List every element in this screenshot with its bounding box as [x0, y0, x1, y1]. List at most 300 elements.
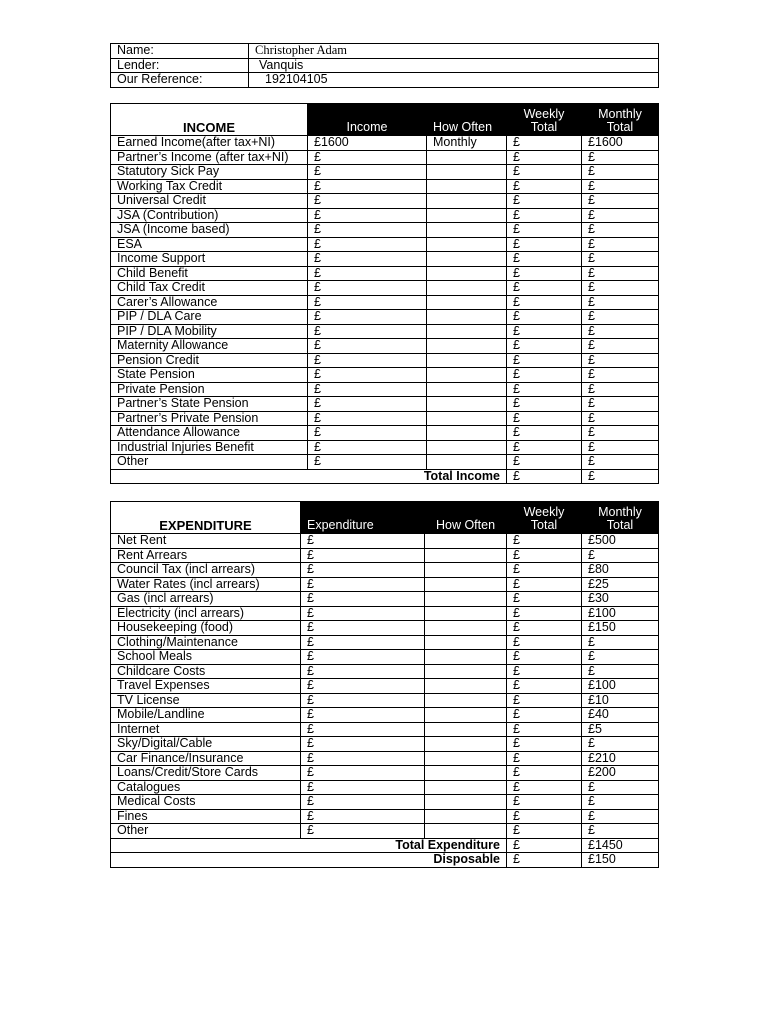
income-monthly-total-cell: £: [582, 237, 659, 252]
expenditure-weekly-total-cell: £: [507, 824, 582, 839]
expenditure-how-often-cell: [425, 621, 507, 636]
income-how-often-cell: [427, 324, 507, 339]
expenditure-item-label: Mobile/Landline: [111, 708, 301, 723]
income-item-label: Attendance Allowance: [111, 426, 308, 441]
expenditure-weekly-total-cell: £: [507, 693, 582, 708]
income-monthly-total-cell: £: [582, 426, 659, 441]
income-monthly-total-cell: £: [582, 310, 659, 325]
income-total-label: Total Income: [308, 469, 507, 484]
expenditure-amount-cell: £: [301, 577, 425, 592]
income-how-often-cell: [427, 426, 507, 441]
income-col-weekly-line2: Total: [530, 120, 558, 134]
income-weekly-total-cell: £: [507, 426, 582, 441]
expenditure-col-how-often: How Often: [425, 502, 507, 534]
income-title: INCOME: [111, 104, 308, 136]
income-item-label: Partner’s Income (after tax+NI): [111, 150, 308, 165]
expenditure-col-weekly-line2: Total: [530, 518, 558, 532]
income-row: [111, 440, 659, 455]
income-weekly-total-cell: £: [507, 455, 582, 470]
expenditure-col-weekly: [507, 502, 582, 534]
expenditure-row: [111, 693, 659, 708]
income-how-often-cell: [427, 252, 507, 267]
lender-value: Vanquis: [249, 58, 659, 73]
client-details-table: [110, 43, 659, 88]
expenditure-weekly-total-cell: £: [507, 592, 582, 607]
income-item-label: Statutory Sick Pay: [111, 165, 308, 180]
lender-label: Lender:: [111, 58, 249, 73]
expenditure-monthly-total-cell: £: [582, 795, 659, 810]
income-total-row: [111, 469, 659, 484]
income-col-income: Income: [308, 104, 427, 136]
disposable-monthly: £150: [582, 853, 659, 868]
income-how-often-cell: [427, 353, 507, 368]
income-monthly-total-cell: £: [582, 368, 659, 383]
expenditure-weekly-total-cell: £: [507, 795, 582, 810]
income-col-monthly-line1: Monthly: [598, 107, 642, 121]
expenditure-amount-cell: £: [301, 664, 425, 679]
expenditure-weekly-total-cell: £: [507, 548, 582, 563]
income-row: [111, 411, 659, 426]
income-how-often-cell: [427, 310, 507, 325]
income-col-weekly: [507, 104, 582, 136]
name-row: [111, 44, 659, 59]
income-amount-cell: £: [308, 208, 427, 223]
expenditure-monthly-total-cell: £: [582, 664, 659, 679]
income-row: [111, 281, 659, 296]
expenditure-col-monthly-line1: Monthly: [598, 505, 642, 519]
income-amount-cell: £: [308, 397, 427, 412]
expenditure-monthly-total-cell: £150: [582, 621, 659, 636]
income-col-monthly: [582, 104, 659, 136]
expenditure-rows: [111, 534, 659, 839]
income-table: [110, 103, 659, 484]
income-row: [111, 382, 659, 397]
income-weekly-total-cell: £: [507, 368, 582, 383]
expenditure-weekly-total-cell: £: [507, 751, 582, 766]
income-total-monthly: £: [582, 469, 659, 484]
expenditure-weekly-total-cell: £: [507, 664, 582, 679]
income-weekly-total-cell: £: [507, 179, 582, 194]
income-amount-cell: £: [308, 353, 427, 368]
expenditure-item-label: Internet: [111, 722, 301, 737]
income-weekly-total-cell: £: [507, 310, 582, 325]
expenditure-item-label: Housekeeping (food): [111, 621, 301, 636]
income-weekly-total-cell: £: [507, 223, 582, 238]
expenditure-monthly-total-cell: £: [582, 824, 659, 839]
income-amount-cell: £: [308, 223, 427, 238]
income-amount-cell: £: [308, 411, 427, 426]
expenditure-row: [111, 563, 659, 578]
income-weekly-total-cell: £: [507, 165, 582, 180]
expenditure-item-label: Gas (incl arrears): [111, 592, 301, 607]
income-how-often-cell: [427, 208, 507, 223]
expenditure-weekly-total-cell: £: [507, 737, 582, 752]
expenditure-total-blank: [111, 838, 301, 853]
income-amount-cell: £: [308, 368, 427, 383]
expenditure-weekly-total-cell: £: [507, 534, 582, 549]
income-how-often-cell: [427, 440, 507, 455]
income-row: [111, 237, 659, 252]
expenditure-item-label: Electricity (incl arrears): [111, 606, 301, 621]
income-monthly-total-cell: £: [582, 324, 659, 339]
income-amount-cell: £: [308, 426, 427, 441]
income-item-label: Working Tax Credit: [111, 179, 308, 194]
income-row: [111, 179, 659, 194]
expenditure-total-label: Total Expenditure: [301, 838, 507, 853]
expenditure-amount-cell: £: [301, 737, 425, 752]
income-weekly-total-cell: £: [507, 440, 582, 455]
expenditure-monthly-total-cell: £: [582, 737, 659, 752]
expenditure-how-often-cell: [425, 722, 507, 737]
expenditure-header-row: [111, 502, 659, 534]
expenditure-weekly-total-cell: £: [507, 606, 582, 621]
expenditure-weekly-total-cell: £: [507, 809, 582, 824]
reference-row: [111, 73, 659, 88]
expenditure-how-often-cell: [425, 737, 507, 752]
income-weekly-total-cell: £: [507, 295, 582, 310]
expenditure-amount-cell: £: [301, 635, 425, 650]
income-amount-cell: £: [308, 440, 427, 455]
income-weekly-total-cell: £: [507, 353, 582, 368]
income-how-often-cell: [427, 194, 507, 209]
income-monthly-total-cell: £: [582, 440, 659, 455]
income-monthly-total-cell: £: [582, 455, 659, 470]
expenditure-how-often-cell: [425, 548, 507, 563]
income-weekly-total-cell: £: [507, 194, 582, 209]
income-item-label: Private Pension: [111, 382, 308, 397]
expenditure-row: [111, 766, 659, 781]
expenditure-total-weekly: £: [507, 838, 582, 853]
income-row: [111, 339, 659, 354]
expenditure-how-often-cell: [425, 766, 507, 781]
income-amount-cell: £: [308, 382, 427, 397]
expenditure-total-monthly: £1450: [582, 838, 659, 853]
expenditure-how-often-cell: [425, 679, 507, 694]
income-weekly-total-cell: £: [507, 252, 582, 267]
expenditure-weekly-total-cell: £: [507, 563, 582, 578]
expenditure-amount-cell: £: [301, 592, 425, 607]
expenditure-row: [111, 548, 659, 563]
income-amount-cell: £: [308, 339, 427, 354]
income-weekly-total-cell: £: [507, 150, 582, 165]
expenditure-col-monthly-line2: Total: [606, 518, 634, 532]
income-item-label: State Pension: [111, 368, 308, 383]
expenditure-how-often-cell: [425, 635, 507, 650]
expenditure-item-label: Water Rates (incl arrears): [111, 577, 301, 592]
disposable-row: [111, 853, 659, 868]
income-weekly-total-cell: £: [507, 324, 582, 339]
expenditure-monthly-total-cell: £: [582, 809, 659, 824]
expenditure-amount-cell: £: [301, 766, 425, 781]
income-amount-cell: £1600: [308, 136, 427, 151]
expenditure-row: [111, 751, 659, 766]
expenditure-how-often-cell: [425, 795, 507, 810]
expenditure-how-often-cell: [425, 751, 507, 766]
income-item-label: PIP / DLA Care: [111, 310, 308, 325]
income-how-often-cell: [427, 295, 507, 310]
income-item-label: JSA (Income based): [111, 223, 308, 238]
expenditure-amount-cell: £: [301, 708, 425, 723]
expenditure-how-often-cell: [425, 780, 507, 795]
expenditure-row: [111, 635, 659, 650]
expenditure-item-label: Net Rent: [111, 534, 301, 549]
expenditure-weekly-total-cell: £: [507, 577, 582, 592]
income-monthly-total-cell: £: [582, 165, 659, 180]
income-how-often-cell: [427, 382, 507, 397]
income-item-label: Universal Credit: [111, 194, 308, 209]
income-row: [111, 208, 659, 223]
income-row: [111, 165, 659, 180]
expenditure-monthly-total-cell: £210: [582, 751, 659, 766]
income-row: [111, 136, 659, 151]
expenditure-row: [111, 592, 659, 607]
expenditure-monthly-total-cell: £100: [582, 606, 659, 621]
income-monthly-total-cell: £: [582, 411, 659, 426]
income-weekly-total-cell: £: [507, 281, 582, 296]
income-weekly-total-cell: £: [507, 339, 582, 354]
expenditure-item-label: Medical Costs: [111, 795, 301, 810]
income-item-label: Child Benefit: [111, 266, 308, 281]
income-item-label: Child Tax Credit: [111, 281, 308, 296]
income-how-often-cell: [427, 266, 507, 281]
expenditure-weekly-total-cell: £: [507, 708, 582, 723]
income-weekly-total-cell: £: [507, 208, 582, 223]
expenditure-amount-cell: £: [301, 679, 425, 694]
income-amount-cell: £: [308, 266, 427, 281]
expenditure-weekly-total-cell: £: [507, 679, 582, 694]
income-row: [111, 150, 659, 165]
income-row: [111, 455, 659, 470]
reference-value: 192104105: [249, 73, 659, 88]
income-how-often-cell: [427, 455, 507, 470]
expenditure-how-often-cell: [425, 534, 507, 549]
expenditure-amount-cell: £: [301, 650, 425, 665]
income-monthly-total-cell: £: [582, 353, 659, 368]
expenditure-monthly-total-cell: £30: [582, 592, 659, 607]
income-monthly-total-cell: £: [582, 194, 659, 209]
income-header-row: [111, 104, 659, 136]
expenditure-item-label: Other: [111, 824, 301, 839]
expenditure-how-often-cell: [425, 563, 507, 578]
expenditure-amount-cell: £: [301, 563, 425, 578]
income-amount-cell: £: [308, 310, 427, 325]
expenditure-item-label: Rent Arrears: [111, 548, 301, 563]
income-item-label: JSA (Contribution): [111, 208, 308, 223]
expenditure-how-often-cell: [425, 708, 507, 723]
expenditure-row: [111, 809, 659, 824]
expenditure-item-label: Clothing/Maintenance: [111, 635, 301, 650]
expenditure-row: [111, 650, 659, 665]
income-item-label: Carer’s Allowance: [111, 295, 308, 310]
income-amount-cell: £: [308, 194, 427, 209]
income-monthly-total-cell: £: [582, 382, 659, 397]
disposable-weekly: £: [507, 853, 582, 868]
income-row: [111, 295, 659, 310]
income-row: [111, 266, 659, 281]
expenditure-row: [111, 737, 659, 752]
income-amount-cell: £: [308, 295, 427, 310]
income-item-label: Partner’s State Pension: [111, 397, 308, 412]
income-how-often-cell: [427, 179, 507, 194]
expenditure-how-often-cell: [425, 824, 507, 839]
income-how-often-cell: [427, 368, 507, 383]
expenditure-item-label: Council Tax (incl arrears): [111, 563, 301, 578]
expenditure-row: [111, 824, 659, 839]
income-monthly-total-cell: £: [582, 223, 659, 238]
name-value: Christopher Adam: [249, 44, 659, 59]
expenditure-monthly-total-cell: £: [582, 650, 659, 665]
income-monthly-total-cell: £: [582, 281, 659, 296]
expenditure-item-label: TV License: [111, 693, 301, 708]
income-item-label: ESA: [111, 237, 308, 252]
income-item-label: PIP / DLA Mobility: [111, 324, 308, 339]
income-item-label: Industrial Injuries Benefit: [111, 440, 308, 455]
income-item-label: Maternity Allowance: [111, 339, 308, 354]
income-monthly-total-cell: £: [582, 266, 659, 281]
expenditure-how-often-cell: [425, 650, 507, 665]
income-monthly-total-cell: £: [582, 339, 659, 354]
reference-label: Our Reference:: [111, 73, 249, 88]
expenditure-item-label: School Meals: [111, 650, 301, 665]
income-how-often-cell: [427, 397, 507, 412]
expenditure-how-often-cell: [425, 664, 507, 679]
income-amount-cell: £: [308, 455, 427, 470]
income-row: [111, 368, 659, 383]
expenditure-weekly-total-cell: £: [507, 650, 582, 665]
income-amount-cell: £: [308, 252, 427, 267]
income-amount-cell: £: [308, 165, 427, 180]
income-row: [111, 353, 659, 368]
expenditure-item-label: Loans/Credit/Store Cards: [111, 766, 301, 781]
income-how-often-cell: [427, 411, 507, 426]
expenditure-row: [111, 577, 659, 592]
disposable-label: Disposable: [301, 853, 507, 868]
expenditure-row: [111, 708, 659, 723]
expenditure-item-label: Catalogues: [111, 780, 301, 795]
expenditure-monthly-total-cell: £100: [582, 679, 659, 694]
expenditure-row: [111, 722, 659, 737]
income-how-often-cell: [427, 281, 507, 296]
income-weekly-total-cell: £: [507, 136, 582, 151]
income-how-often-cell: [427, 223, 507, 238]
income-weekly-total-cell: £: [507, 266, 582, 281]
expenditure-monthly-total-cell: £200: [582, 766, 659, 781]
expenditure-item-label: Childcare Costs: [111, 664, 301, 679]
income-row: [111, 397, 659, 412]
income-row: [111, 252, 659, 267]
expenditure-amount-cell: £: [301, 621, 425, 636]
income-how-often-cell: [427, 339, 507, 354]
expenditure-row: [111, 795, 659, 810]
expenditure-row: [111, 534, 659, 549]
expenditure-amount-cell: £: [301, 722, 425, 737]
expenditure-item-label: Car Finance/Insurance: [111, 751, 301, 766]
expenditure-how-often-cell: [425, 693, 507, 708]
expenditure-monthly-total-cell: £5: [582, 722, 659, 737]
expenditure-table: [110, 501, 659, 868]
income-monthly-total-cell: £: [582, 397, 659, 412]
income-amount-cell: £: [308, 237, 427, 252]
income-amount-cell: £: [308, 179, 427, 194]
income-row: [111, 194, 659, 209]
expenditure-item-label: Fines: [111, 809, 301, 824]
income-monthly-total-cell: £: [582, 150, 659, 165]
expenditure-monthly-total-cell: £80: [582, 563, 659, 578]
expenditure-weekly-total-cell: £: [507, 780, 582, 795]
income-row: [111, 310, 659, 325]
income-weekly-total-cell: £: [507, 382, 582, 397]
income-weekly-total-cell: £: [507, 397, 582, 412]
expenditure-how-often-cell: [425, 809, 507, 824]
expenditure-row: [111, 606, 659, 621]
income-item-label: Earned Income(after tax+NI): [111, 136, 308, 151]
expenditure-monthly-total-cell: £500: [582, 534, 659, 549]
expenditure-row: [111, 664, 659, 679]
income-row: [111, 223, 659, 238]
expenditure-amount-cell: £: [301, 693, 425, 708]
expenditure-col-weekly-line1: Weekly: [523, 505, 565, 519]
income-rows: [111, 136, 659, 470]
expenditure-amount-cell: £: [301, 606, 425, 621]
income-col-how-often: How Often: [427, 104, 507, 136]
expenditure-amount-cell: £: [301, 780, 425, 795]
expenditure-how-often-cell: [425, 592, 507, 607]
expenditure-item-label: Travel Expenses: [111, 679, 301, 694]
expenditure-amount-cell: £: [301, 795, 425, 810]
income-monthly-total-cell: £: [582, 252, 659, 267]
expenditure-monthly-total-cell: £10: [582, 693, 659, 708]
expenditure-amount-cell: £: [301, 809, 425, 824]
expenditure-monthly-total-cell: £: [582, 548, 659, 563]
income-amount-cell: £: [308, 324, 427, 339]
disposable-blank: [111, 853, 301, 868]
income-how-often-cell: [427, 150, 507, 165]
expenditure-monthly-total-cell: £40: [582, 708, 659, 723]
expenditure-monthly-total-cell: £25: [582, 577, 659, 592]
income-total-blank: [111, 469, 308, 484]
expenditure-title: EXPENDITURE: [111, 502, 301, 534]
income-row: [111, 324, 659, 339]
income-how-often-cell: Monthly: [427, 136, 507, 151]
lender-row: [111, 58, 659, 73]
expenditure-col-expenditure: Expenditure: [301, 502, 425, 534]
income-item-label: Pension Credit: [111, 353, 308, 368]
income-monthly-total-cell: £: [582, 295, 659, 310]
expenditure-total-row: [111, 838, 659, 853]
name-label: Name:: [111, 44, 249, 59]
income-col-monthly-line2: Total: [606, 120, 634, 134]
income-amount-cell: £: [308, 281, 427, 296]
expenditure-weekly-total-cell: £: [507, 635, 582, 650]
income-item-label: Other: [111, 455, 308, 470]
income-weekly-total-cell: £: [507, 411, 582, 426]
expenditure-amount-cell: £: [301, 548, 425, 563]
income-item-label: Partner’s Private Pension: [111, 411, 308, 426]
income-amount-cell: £: [308, 150, 427, 165]
income-weekly-total-cell: £: [507, 237, 582, 252]
income-row: [111, 426, 659, 441]
expenditure-row: [111, 621, 659, 636]
income-item-label: Income Support: [111, 252, 308, 267]
income-monthly-total-cell: £: [582, 208, 659, 223]
expenditure-weekly-total-cell: £: [507, 722, 582, 737]
expenditure-amount-cell: £: [301, 534, 425, 549]
expenditure-how-often-cell: [425, 577, 507, 592]
expenditure-item-label: Sky/Digital/Cable: [111, 737, 301, 752]
expenditure-weekly-total-cell: £: [507, 766, 582, 781]
expenditure-row: [111, 780, 659, 795]
income-total-weekly: £: [507, 469, 582, 484]
